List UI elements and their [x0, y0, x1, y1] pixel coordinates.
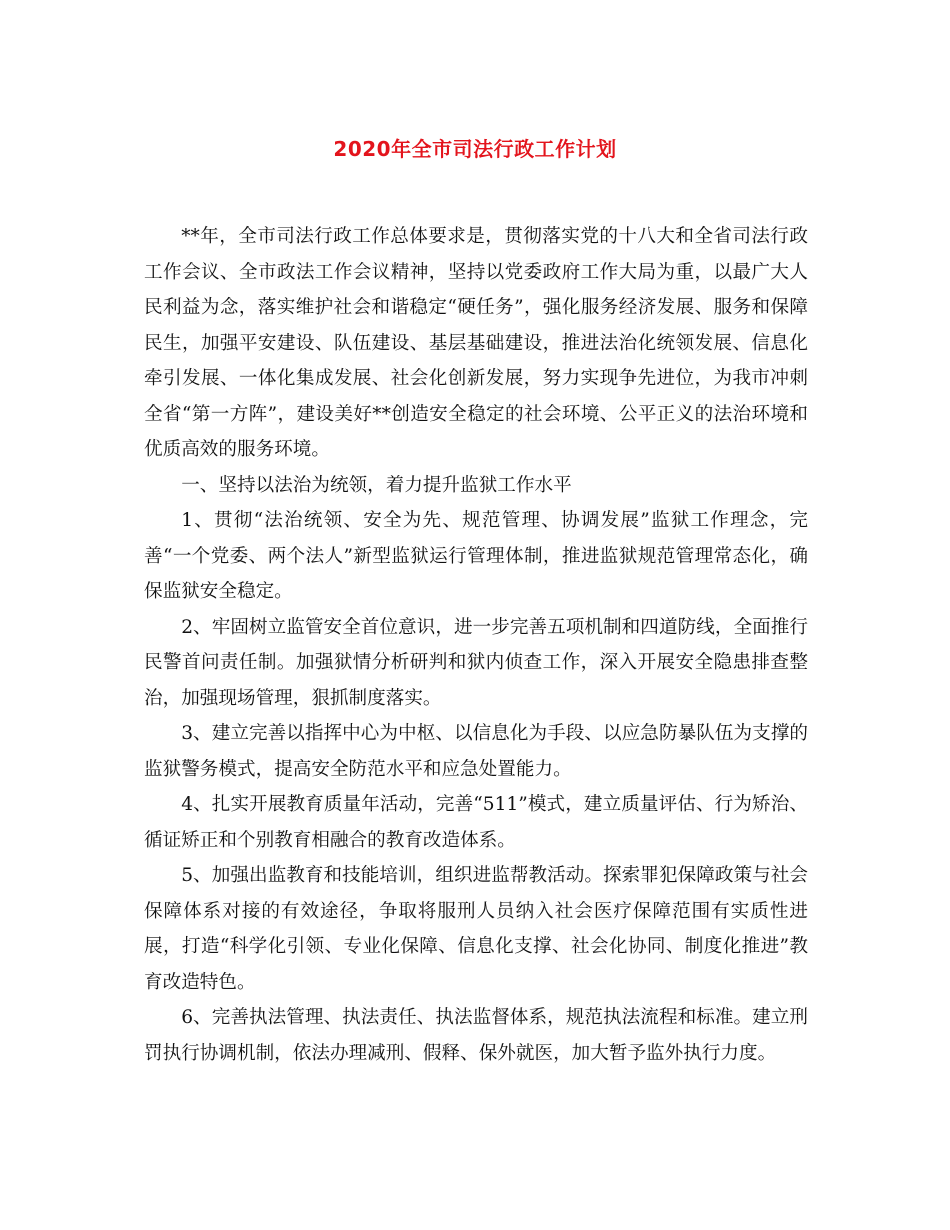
list-item-1: 1、贯彻“法治统领、安全为先、规范管理、协调发展”监狱工作理念，完善“一个党委、两个法人”新型监狱运行管理体制，推进监狱规范管理常态化，确保监狱安全稳定。: [144, 510, 808, 602]
list-item-2: 2、牢固树立监管安全首位意识，进一步完善五项机制和四道防线，全面推行民警首问责任制。加强狱情分析研判和狱内侦查工作，深入开展安全隐患排查整治，加强现场管理，狠抓制度落实。: [144, 616, 808, 709]
document-body: [144, 219, 808, 1071]
paragraph-intro: **年，全市司法行政工作总体要求是，贯彻落实党的十八大和全省司法行政工作会议、全市政法工作会议精神，坚持以党委政府工作大局为重，以最广大人民利益为念，落实维护社会和谐稳定“硬任务”，强化服务经济发展、服务和保障民生，加强平安建设、队伍建设、基层基础建设，推进法治化统领发展、信息化牵引发展、一体化集成发展、社会化创新发展，努力实现争先进位，为我市冲刺全省“第一方阵”，建设美好**创造安全稳定的社会环境、公平正义的法治环境和优质高效的服务环境。: [144, 226, 808, 460]
list-item-4: 4、扎实开展教育质量年活动，完善“511”模式，建立质量评估、行为矫治、循证矫正和个别教育相融合的教育改造体系。: [144, 794, 808, 851]
list-item-5: 5、加强出监教育和技能培训，组织进监帮教活动。探索罪犯保障政策与社会保障体系对接的有效途径，争取将服刑人员纳入社会医疗保障范围有实质性进展，打造“科学化引领、专业化保障、信息化支撑、社会化协同、制度化推进”教育改造特色。: [144, 865, 808, 993]
list-item-3: 3、建立完善以指挥中心为中枢、以信息化为手段、以应急防暴队伍为支撑的监狱警务模式，提高安全防范水平和应急处置能力。: [144, 723, 808, 780]
document-title: 2020年全市司法行政工作计划: [333, 137, 617, 161]
section-heading-1: 一、坚持以法治为统领，着力提升监狱工作水平: [181, 474, 572, 496]
list-item-6: 6、完善执法管理、执法责任、执法监督体系，规范执法流程和标准。建立刑罚执行协调机制，依法办理减刑、假释、保外就医，加大暂予监外执行力度。: [144, 1007, 808, 1064]
